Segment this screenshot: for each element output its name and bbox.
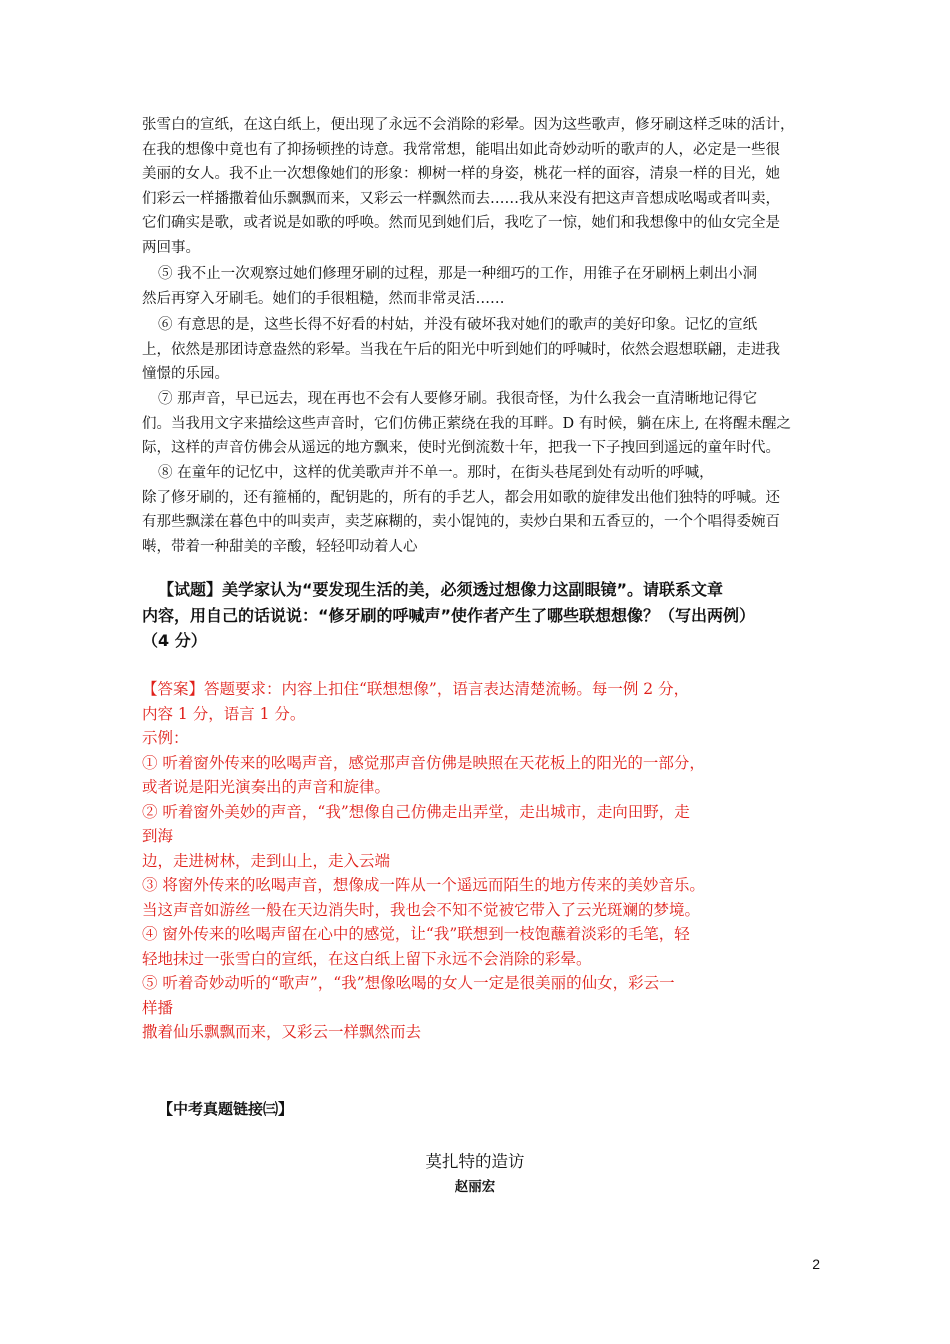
answer-line: ① 听着窗外传来的吆喝声音，感觉那声音仿佛是映照在天花板上的阳光的一部分，	[142, 753, 705, 772]
answer-line: 示例：	[142, 729, 189, 747]
question-line: 【试题】美学家认为“要发现生活的美，必须透过想像力这副眼镜”。请联系文章	[158, 580, 724, 599]
paragraph-5-cont	[142, 287, 818, 312]
section-heading: 【中考真题链接㈢】	[158, 1100, 294, 1118]
answer-line: 内容 1 分，语言 1 分。	[142, 704, 306, 723]
text-line: 美丽的女人。我不止一次想像她们的形象：柳树一样的身姿，桃花一样的面容，清泉一样的目光，她	[142, 166, 780, 182]
answer-line: ③ 将窗外传来的吆喝声音，想像成一阵从一个遥远而陌生的地方传来的美妙音乐。	[142, 876, 705, 894]
page-number: 2	[812, 1256, 820, 1272]
paragraph-7	[158, 387, 818, 412]
question-line: 内容，用自己的话说说：“修牙刷的呼喊声”使作者产生了哪些联想想像？（写出两例）	[142, 606, 756, 625]
answer-line: 当这声音如游丝一般在天边消失时，我也会不知不觉被它带入了云光斑斓的梦境。	[142, 900, 701, 919]
text-line: 啭，带着一种甜美的辛酸，轻轻叩动着人心	[142, 538, 418, 555]
text-line: ⑤ 我不止一次观察过她们修理牙刷的过程，那是一种细巧的工作，用锥子在牙刷柄上刺出小洞	[158, 266, 758, 282]
text-line: 两回事。	[142, 239, 200, 256]
paragraph-4-continued	[142, 113, 818, 260]
text-line: 们。当我用文字来描绘这些声音时，它们仿佛正萦绕在我的耳畔。D 有时候，躺在床上, 在将醒未醒之	[142, 415, 791, 432]
text-line: 除了修牙刷的，还有箍桶的，配钥匙的，所有的手艺人，都会用如歌的旋律发出他们独特的呼喊。还	[142, 489, 780, 506]
answer-line: 或者说是阳光演奏出的声音和旋律。	[142, 778, 391, 796]
text-line: 憧憬的乐园。	[142, 366, 229, 382]
text-line: 上，依然是那团诗意盎然的彩晕。当我在午后的阳光中听到她们的呼喊时，依然会遐想联翩，走进我	[142, 341, 780, 358]
answer-block	[142, 677, 818, 1045]
text-line: 们彩云一样播撒着仙乐飘飘而来，又彩云一样飘然而去……我从来没有把这声音想成吆喝或者叫卖，	[142, 190, 780, 207]
answer-line: 到海	[142, 827, 174, 845]
question-block	[158, 577, 818, 602]
answer-line: 【答案】答题要求：内容上扣住“联想想像”，语言表达清楚流畅。每一例 2 分，	[142, 680, 690, 698]
text-line: ⑥ 有意思的是，这些长得不好看的村姑，并没有破坏我对她们的歌声的美好印象。记忆的宣纸	[158, 317, 758, 333]
answer-line: 边，走进树林，走到山上，走入云端	[142, 851, 391, 870]
text-line: 有那些飘漾在暮色中的叫卖声，卖芝麻糊的，卖小馄饨的，卖炒白果和五香豆的，一个个唱得委婉百	[142, 514, 780, 530]
answer-line: ⑤ 听着奇妙动听的“歌声”，“我”想像吆喝的女人一定是很美丽的仙女，彩云一	[142, 974, 675, 992]
answer-line: 轻地抹过一张雪白的宣纸，在这白纸上留下永远不会消除的彩晕。	[142, 949, 592, 968]
text-line: 张雪白的宣纸，在这白纸上，便出现了永远不会消除的彩晕。因为这些歌声，修牙刷这样乏味的活计，	[142, 117, 795, 133]
answer-line: 样播	[142, 998, 174, 1017]
text-line: 际，这样的声音仿佛会从遥远的地方飘来，使时光倒流数十年，把我一下子拽回到遥远的童年时代。	[142, 440, 780, 456]
question-line: （4 分）	[142, 631, 207, 650]
answer-line: ④ 窗外传来的吆喝声留在心中的感觉，让“我”联想到一枝饱蘸着淡彩的毛笔，轻	[142, 925, 690, 943]
text-line: 它们确实是歌，或者说是如歌的呼唤。然而见到她们后，我吃了一惊，她们和我想像中的仙女完全是	[142, 215, 780, 231]
paragraph-7-cont	[142, 412, 818, 461]
answer-line: ② 听着窗外美妙的声音，“我”想像自己仿佛走出弄堂，走出城市，走向田野，走	[142, 802, 690, 821]
text-line: ⑧ 在童年的记忆中，这样的优美歌声并不单一。那时，在街头巷尾到处有动听的呼喊，	[158, 465, 714, 481]
article-title: 莫扎特的造访	[425, 1152, 525, 1171]
question-block-cont	[142, 603, 818, 653]
paragraph-8	[158, 461, 818, 486]
paragraph-8-cont	[142, 486, 818, 560]
text-line: ⑦ 那声音，早已远去，现在再也不会有人要修牙刷。我很奇怪，为什么我会一直清晰地记得它	[158, 391, 758, 407]
answer-line: 撒着仙乐飘飘而来，又彩云一样飘然而去	[142, 1023, 422, 1041]
paragraph-6-cont	[142, 338, 818, 387]
paragraph-6	[158, 313, 818, 338]
paragraph-5	[158, 262, 818, 287]
text-line: 然后再穿入牙刷毛。她们的手很粗糙，然而非常灵活……	[142, 290, 505, 307]
article-author: 赵丽宏	[454, 1179, 496, 1195]
text-line: 在我的想像中竟也有了抑扬顿挫的诗意。我常常想，能唱出如此奇妙动听的歌声的人，必定是一些很	[142, 141, 780, 158]
